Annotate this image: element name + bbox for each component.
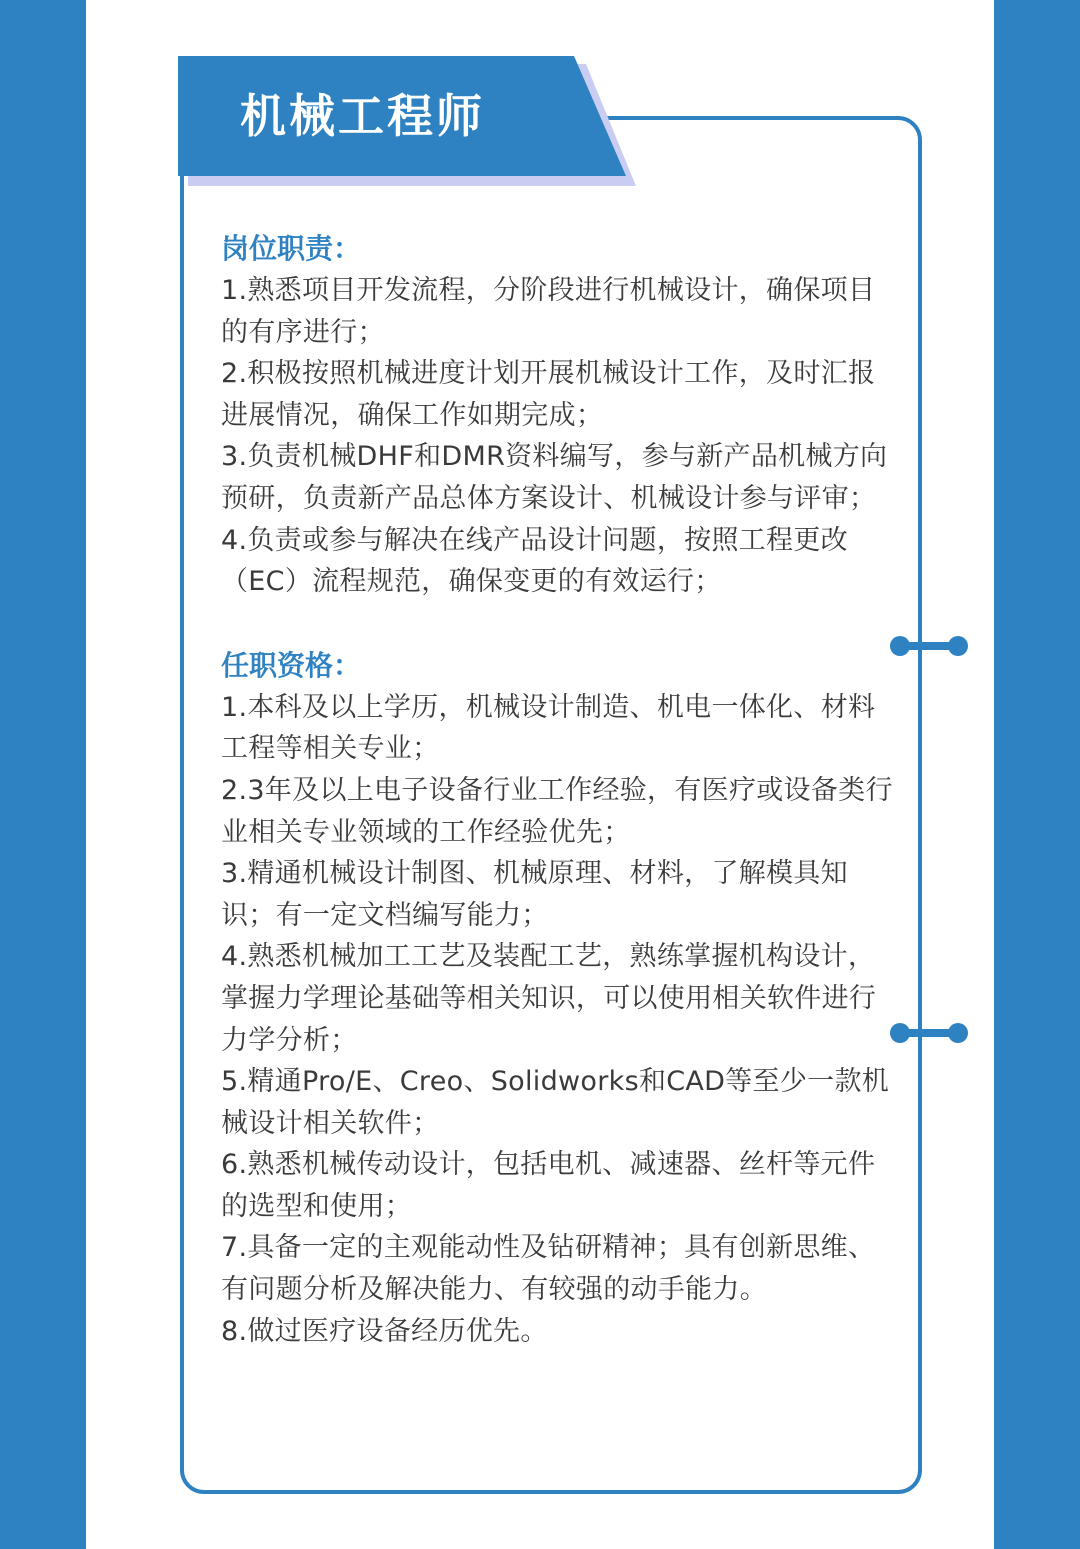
left-side-bar [0, 0, 86, 1549]
qualification-item: 8.做过医疗设备经历优先。 [221, 1315, 548, 1347]
qualification-item: 5.精通Pro/E、Creo、Solidworks和CAD等至少一款机械设计相关软件； [221, 1066, 890, 1139]
qualification-item: 7.具备一定的主观能动性及钻研精神；具有创新思维、有问题分析及解决能力、有较强的动手能力。 [221, 1232, 876, 1306]
job-title: 机械工程师 [240, 89, 485, 143]
responsibilities-list [221, 270, 901, 603]
responsibility-item: 3.负责机械DHF和DMR资料编写，参与新产品机械方向预研，负责新产品总体方案设计、机械设计参与评审； [221, 441, 888, 514]
job-content [221, 228, 901, 1352]
qualifications-list [221, 687, 901, 1353]
qualifications-heading: 任职资格： [221, 648, 362, 682]
responsibility-item: 2.积极按照机械进度计划开展机械设计工作，及时汇报进展情况，确保工作如期完成； [221, 358, 876, 431]
connector-dot [948, 1023, 968, 1043]
right-side-bar [994, 0, 1080, 1549]
binder-connector-upper [890, 635, 968, 657]
qualification-item: 3.精通机械设计制图、机械原理、材料，了解模具知识；有一定文档编写能力； [221, 858, 848, 931]
qualification-item: 1.本科及以上学历，机械设计制造、机电一体化、材料工程等相关专业； [221, 691, 876, 765]
responsibility-item: 1.熟悉项目开发流程，分阶段进行机械设计，确保项目的有序进行； [221, 275, 876, 348]
qualification-item: 4.熟悉机械加工工艺及装配工艺，熟练掌握机构设计，掌握力学理论基础等相关知识，可以使用相关软件进行力学分析； [221, 941, 877, 1056]
qualification-item: 2.3年及以上电子设备行业工作经验，有医疗或设备类行业相关专业领域的工作经验优先； [221, 774, 893, 848]
qualification-item: 6.熟悉机械传动设计，包括电机、减速器、丝杆等元件的选型和使用； [221, 1149, 876, 1222]
responsibilities-heading: 岗位职责： [221, 232, 362, 265]
responsibility-item: 4.负责或参与解决在线产品设计问题，按照工程更改（EC）流程规范，确保变更的有效运行； [221, 524, 848, 598]
binder-connector-lower [890, 1022, 968, 1044]
connector-dot [948, 636, 968, 656]
